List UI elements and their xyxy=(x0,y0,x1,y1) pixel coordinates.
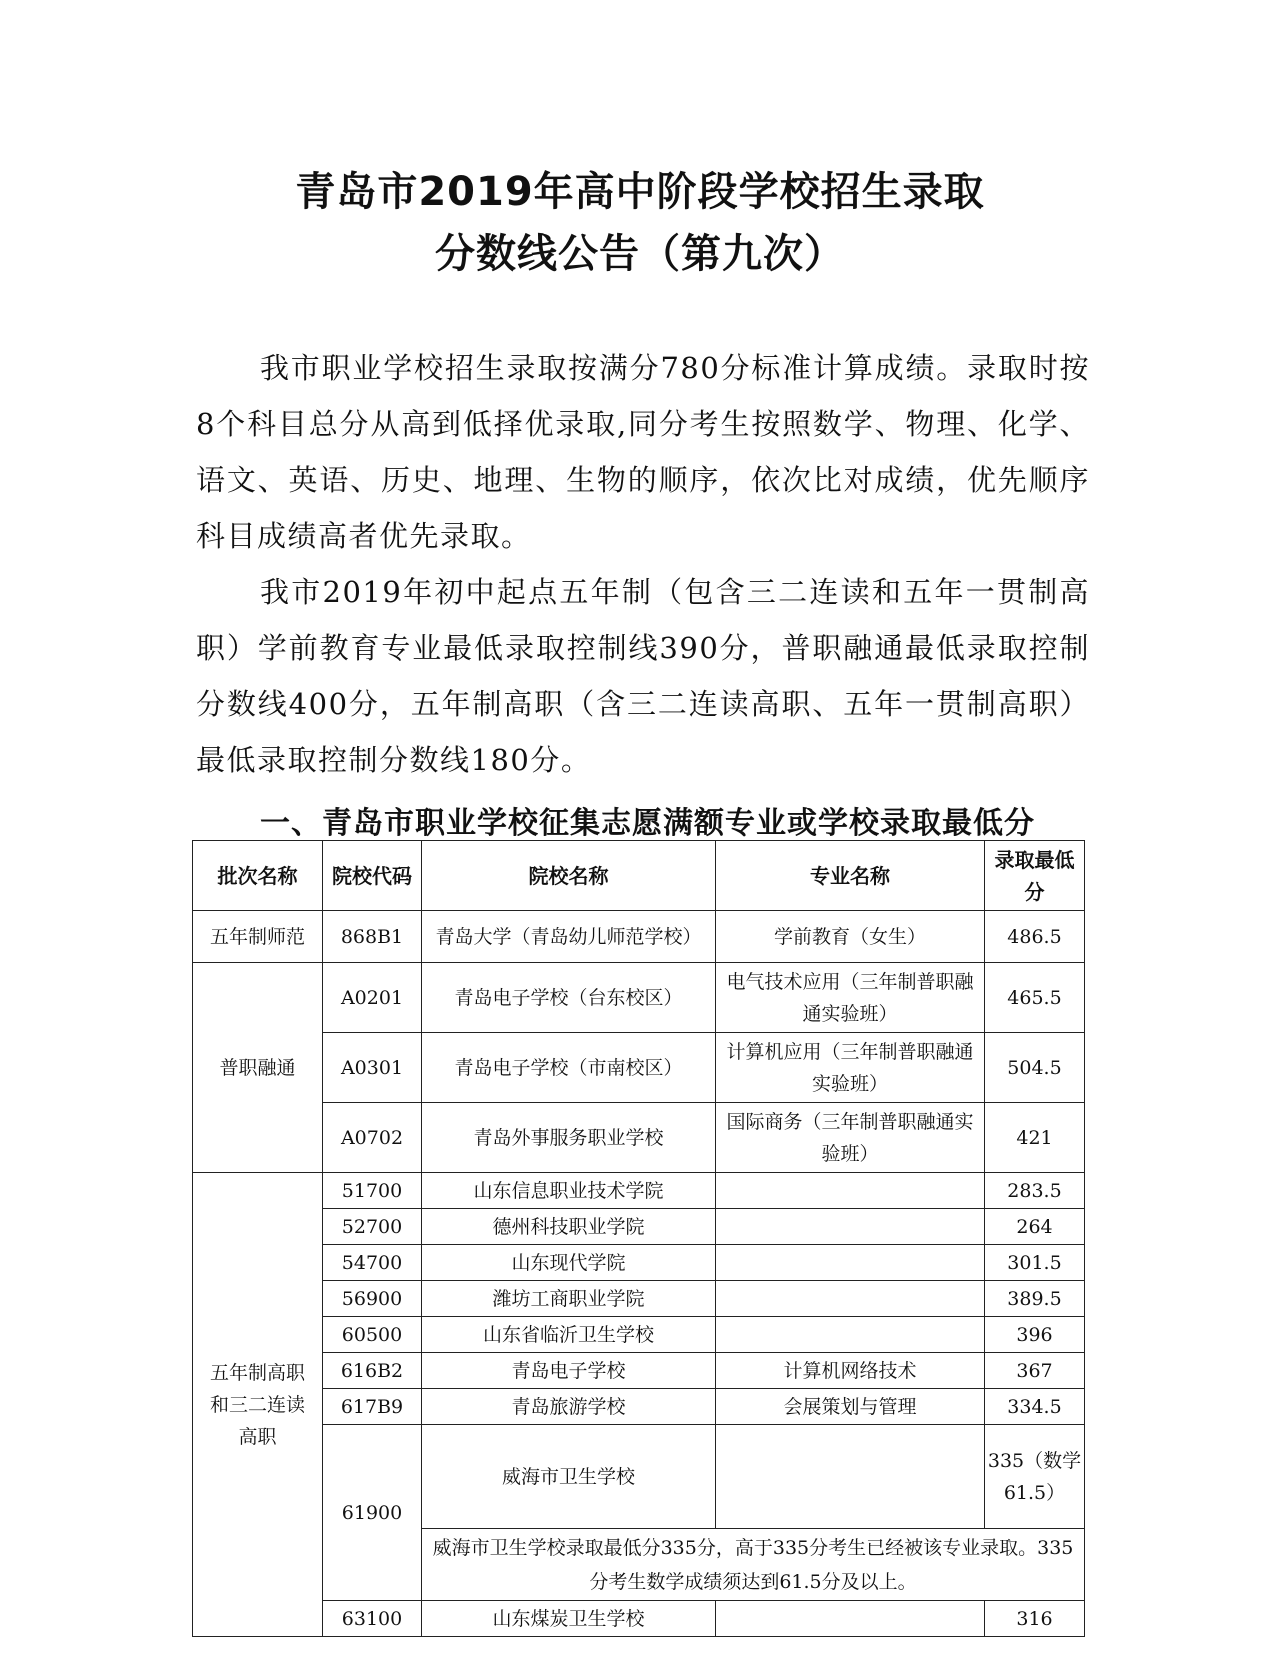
code-cell: 61900 xyxy=(323,1425,422,1601)
school-cell: 青岛电子学校（台东校区） xyxy=(422,963,716,1033)
header-score: 录取最低分 xyxy=(985,841,1085,911)
major-cell: 学前教育（女生） xyxy=(716,911,985,963)
table-row xyxy=(193,1425,1085,1529)
school-cell: 威海市卫生学校 xyxy=(422,1425,716,1529)
code-cell: 54700 xyxy=(323,1245,422,1281)
major-cell: 计算机应用（三年制普职融通实验班） xyxy=(716,1033,985,1103)
major-cell: 计算机网络技术 xyxy=(716,1353,985,1389)
major-cell xyxy=(716,1245,985,1281)
major-cell: 会展策划与管理 xyxy=(716,1389,985,1425)
score-cell: 465.5 xyxy=(985,963,1085,1033)
page-title-line2: 分数线公告（第九次） xyxy=(435,231,845,277)
table-row xyxy=(193,1389,1085,1425)
school-cell: 山东信息职业技术学院 xyxy=(422,1173,716,1209)
batch-cell: 五年制师范 xyxy=(193,911,323,963)
table-row xyxy=(193,1317,1085,1353)
major-cell xyxy=(716,1425,985,1529)
score-cell: 367 xyxy=(985,1353,1085,1389)
major-cell xyxy=(716,1209,985,1245)
paragraph-control-lines: 我市2019年初中起点五年制（包含三二连读和五年一贯制高职）学前教育专业最低录取控制线390分，普职融通最低录取控制分数线400分，五年制高职（含三二连读高职、五年一贯制高职）最低录取控制分数线180分。 xyxy=(196,575,1090,777)
table-row xyxy=(193,1103,1085,1173)
table-row xyxy=(193,1209,1085,1245)
table-row xyxy=(193,1173,1085,1209)
code-cell: 63100 xyxy=(323,1601,422,1637)
code-cell: 617B9 xyxy=(323,1389,422,1425)
score-cell: 264 xyxy=(985,1209,1085,1245)
section-heading: 一、青岛市职业学校征集志愿满额专业或学校录取最低分 xyxy=(260,806,1035,841)
admission-score-table xyxy=(192,840,1085,1637)
batch-cell: 普职融通 xyxy=(193,963,323,1173)
header-school: 院校名称 xyxy=(422,841,716,911)
table-header-row xyxy=(193,841,1085,911)
header-major: 专业名称 xyxy=(716,841,985,911)
header-batch: 批次名称 xyxy=(193,841,323,911)
page-title-line1: 青岛市2019年高中阶段学校招生录取 xyxy=(295,169,985,215)
major-cell: 国际商务（三年制普职融通实验班） xyxy=(716,1103,985,1173)
table-row xyxy=(193,1601,1085,1637)
code-cell: A0702 xyxy=(323,1103,422,1173)
table-row xyxy=(193,1245,1085,1281)
school-cell: 潍坊工商职业学院 xyxy=(422,1281,716,1317)
code-cell: 60500 xyxy=(323,1317,422,1353)
table-row xyxy=(193,963,1085,1033)
school-cell: 青岛电子学校 xyxy=(422,1353,716,1389)
table-row xyxy=(193,911,1085,963)
code-cell: A0301 xyxy=(323,1033,422,1103)
school-cell: 山东省临沂卫生学校 xyxy=(422,1317,716,1353)
table-row xyxy=(193,1033,1085,1103)
major-cell: 电气技术应用（三年制普职融通实验班） xyxy=(716,963,985,1033)
code-cell: 51700 xyxy=(323,1173,422,1209)
paragraph-scoring: 我市职业学校招生录取按满分780分标准计算成绩。录取时按8个科目总分从高到低择优录取,同分考生按照数学、物理、化学、语文、英语、历史、地理、生物的顺序，依次比对成绩，优先顺序科目成绩高者优先录取。 xyxy=(196,351,1090,553)
score-cell: 334.5 xyxy=(985,1389,1085,1425)
school-cell: 青岛旅游学校 xyxy=(422,1389,716,1425)
school-cell: 青岛大学（青岛幼儿师范学校） xyxy=(422,911,716,963)
school-cell: 德州科技职业学院 xyxy=(422,1209,716,1245)
major-cell xyxy=(716,1173,985,1209)
major-cell xyxy=(716,1317,985,1353)
score-cell: 389.5 xyxy=(985,1281,1085,1317)
code-cell: 616B2 xyxy=(323,1353,422,1389)
school-cell: 山东现代学院 xyxy=(422,1245,716,1281)
table-row xyxy=(193,1281,1085,1317)
note-cell: 威海市卫生学校录取最低分335分，高于335分考生已经被该专业录取。335分考生数学成绩须达到61.5分及以上。 xyxy=(422,1529,1085,1601)
code-cell: A0201 xyxy=(323,963,422,1033)
score-cell: 486.5 xyxy=(985,911,1085,963)
score-cell: 504.5 xyxy=(985,1033,1085,1103)
score-cell: 335（数学61.5） xyxy=(985,1425,1085,1529)
table-row xyxy=(193,1353,1085,1389)
major-cell xyxy=(716,1601,985,1637)
school-cell: 青岛电子学校（市南校区） xyxy=(422,1033,716,1103)
header-code: 院校代码 xyxy=(323,841,422,911)
score-cell: 396 xyxy=(985,1317,1085,1353)
code-cell: 868B1 xyxy=(323,911,422,963)
school-cell: 青岛外事服务职业学校 xyxy=(422,1103,716,1173)
code-cell: 56900 xyxy=(323,1281,422,1317)
batch-cell: 五年制高职和三二连读高职 xyxy=(193,1173,323,1637)
score-cell: 421 xyxy=(985,1103,1085,1173)
code-cell: 52700 xyxy=(323,1209,422,1245)
score-cell: 316 xyxy=(985,1601,1085,1637)
score-cell: 301.5 xyxy=(985,1245,1085,1281)
major-cell xyxy=(716,1281,985,1317)
score-cell: 283.5 xyxy=(985,1173,1085,1209)
school-cell: 山东煤炭卫生学校 xyxy=(422,1601,716,1637)
